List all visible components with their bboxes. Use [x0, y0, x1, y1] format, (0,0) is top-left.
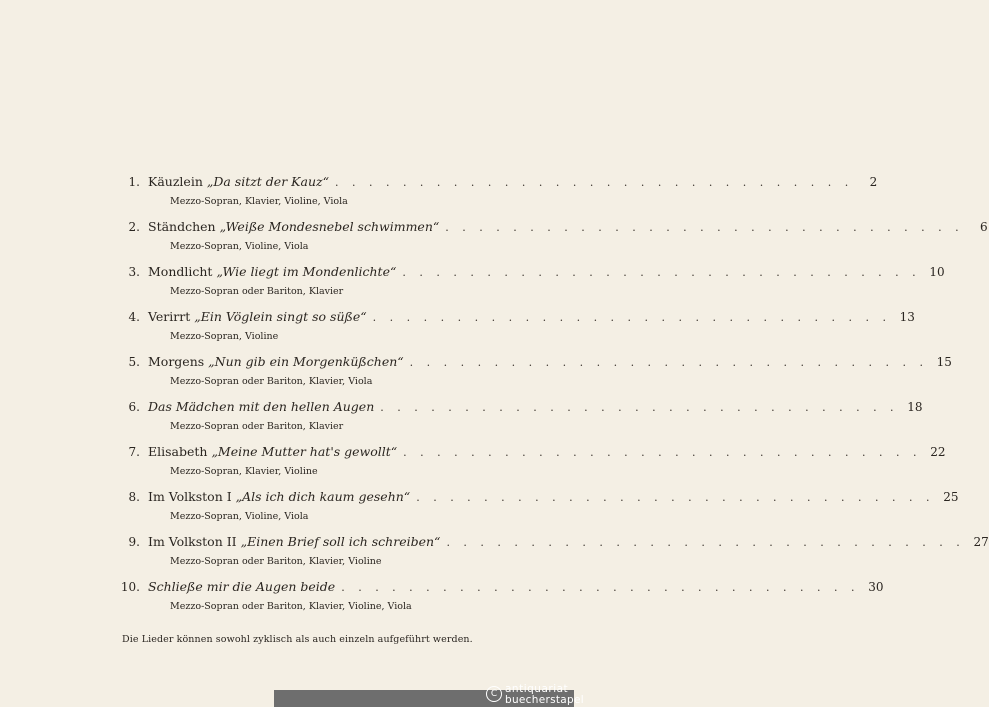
- entry-title: [148, 174, 329, 190]
- entry-number: 1.: [128, 175, 140, 189]
- entry-title: [148, 579, 335, 595]
- entry-title-name: Elisabeth: [148, 444, 208, 459]
- table-of-contents: [118, 174, 989, 624]
- entry-scoring: Mezzo-Sopran, Klavier, Violine, Viola: [170, 196, 348, 207]
- toc-entry: [118, 264, 945, 309]
- entry-page-number: 2: [869, 175, 878, 189]
- dot-leader: . . . . . . . . . . . . . . . . . . . . . . . . . . . . . . .: [445, 221, 964, 234]
- entry-title-name: Käuzlein: [148, 174, 203, 189]
- entry-title: [148, 534, 440, 550]
- footnote: Die Lieder können sowohl zyklisch als auch einzeln aufgeführt werden.: [122, 634, 473, 645]
- entry-page-number: 13: [899, 310, 915, 324]
- entry-page-number: 22: [930, 445, 946, 459]
- dot-leader: . . . . . . . . . . . . . . . . . . . . . . . . . . . . . . .: [380, 401, 899, 414]
- dot-leader: . . . . . . . . . . . . . . . . . . . . . . . . . . . . . . .: [402, 266, 921, 279]
- toc-entry: [118, 579, 884, 624]
- entry-title-name: Im Volkston II: [148, 534, 237, 549]
- entry-title-quote: „Da sitzt der Kauz“: [206, 174, 329, 189]
- copyright-logo: C: [486, 686, 502, 702]
- watermark: [486, 683, 584, 707]
- entry-number: 2.: [128, 220, 140, 234]
- toc-entry: [118, 354, 952, 399]
- entry-title-quote: „Ein Vöglein singt so süße“: [194, 309, 367, 324]
- entry-scoring: Mezzo-Sopran oder Bariton, Klavier, Viola: [170, 376, 373, 387]
- toc-entry-line: [118, 219, 988, 236]
- entry-title-name: Im Volkston I: [148, 489, 232, 504]
- entry-scoring: Mezzo-Sopran oder Bariton, Klavier: [170, 286, 344, 297]
- entry-scoring: Mezzo-Sopran oder Bariton, Klavier, Violine: [170, 556, 382, 567]
- entry-scoring: Mezzo-Sopran, Violine, Viola: [170, 241, 309, 252]
- entry-number: 5.: [128, 355, 140, 369]
- dot-leader: . . . . . . . . . . . . . . . . . . . . . . . . . . . . . . .: [403, 446, 922, 459]
- toc-entry-line: [118, 264, 945, 281]
- entry-scoring: Mezzo-Sopran, Klavier, Violine: [170, 466, 318, 477]
- entry-title-name: Verirrt: [148, 309, 191, 324]
- entry-title-quote: „Als ich dich kaum gesehn“: [235, 489, 411, 504]
- toc-entry-line: [118, 534, 989, 551]
- entry-number: 6.: [128, 400, 140, 414]
- toc-entry: [118, 219, 988, 264]
- watermark-line-2: buecherstapel: [505, 694, 584, 706]
- entry-number: 8.: [128, 490, 140, 504]
- entry-title-quote: „Meine Mutter hat's gewollt“: [211, 444, 398, 459]
- entry-title-quote: Das Mädchen mit den hellen Augen: [148, 399, 375, 414]
- entry-page-number: 30: [868, 580, 884, 594]
- dot-leader: . . . . . . . . . . . . . . . . . . . . . . . . . . . . . . .: [341, 581, 860, 594]
- toc-entry-line: [118, 174, 878, 191]
- toc-entry-line: [118, 489, 959, 506]
- entry-title: [148, 219, 439, 235]
- entry-title-quote: „Weiße Mondesnebel schwimmen“: [219, 219, 440, 234]
- entry-title-name: Mondlicht: [148, 264, 213, 279]
- entry-title-name: Morgens: [148, 354, 205, 369]
- dot-leader: . . . . . . . . . . . . . . . . . . . . . . . . . . . . . . .: [372, 311, 891, 324]
- entry-page-number: 25: [943, 490, 959, 504]
- entry-title: [148, 264, 396, 280]
- entry-page-number: 6: [979, 220, 988, 234]
- dot-leader: . . . . . . . . . . . . . . . . . . . . . . . . . . . . . . .: [446, 536, 965, 549]
- dot-leader: . . . . . . . . . . . . . . . . . . . . . . . . . . . . . . .: [409, 356, 928, 369]
- entry-number: 4.: [128, 310, 140, 324]
- entry-title-name: Ständchen: [148, 219, 216, 234]
- toc-entry-line: [118, 309, 915, 326]
- toc-entry: [118, 444, 946, 489]
- entry-scoring: Mezzo-Sopran, Violine: [170, 331, 279, 342]
- entry-title-quote: „Nun gib ein Morgenküßchen“: [208, 354, 404, 369]
- dot-leader: . . . . . . . . . . . . . . . . . . . . . . . . . . . . . . .: [334, 176, 854, 189]
- entry-scoring: Mezzo-Sopran, Violine, Viola: [170, 511, 309, 522]
- entry-title: [148, 399, 374, 415]
- entry-page-number: 15: [936, 355, 952, 369]
- toc-entry-line: [118, 399, 923, 416]
- entry-number: 10.: [120, 580, 140, 594]
- entry-number: 3.: [128, 265, 140, 279]
- dot-leader: . . . . . . . . . . . . . . . . . . . . . . . . . . . . . . .: [416, 491, 935, 504]
- entry-title-quote: Schließe mir die Augen beide: [148, 579, 336, 594]
- entry-title-quote: „Einen Brief soll ich schreiben“: [240, 534, 441, 549]
- entry-title-quote: „Wie liegt im Mondenlichte“: [216, 264, 397, 279]
- toc-entry-line: [118, 444, 946, 461]
- toc-entry: [118, 309, 915, 354]
- entry-page-number: 10: [929, 265, 945, 279]
- entry-title: [148, 444, 397, 460]
- entry-scoring: Mezzo-Sopran oder Bariton, Klavier: [170, 421, 344, 432]
- entry-scoring: Mezzo-Sopran oder Bariton, Klavier, Violine, Viola: [170, 601, 412, 612]
- entry-page-number: 27: [973, 535, 989, 549]
- toc-entry-line: [118, 354, 952, 371]
- toc-entry: [118, 174, 878, 219]
- toc-entry: [118, 489, 959, 534]
- entry-number: 7.: [128, 445, 140, 459]
- watermark-line-1: antiquariat: [505, 683, 569, 695]
- entry-page-number: 18: [907, 400, 923, 414]
- toc-entry: [118, 534, 989, 579]
- entry-title: [148, 354, 404, 370]
- entry-title: [148, 309, 367, 325]
- entry-number: 9.: [128, 535, 140, 549]
- toc-entry-line: [118, 579, 884, 596]
- entry-title: [148, 489, 410, 505]
- toc-entry: [118, 399, 923, 444]
